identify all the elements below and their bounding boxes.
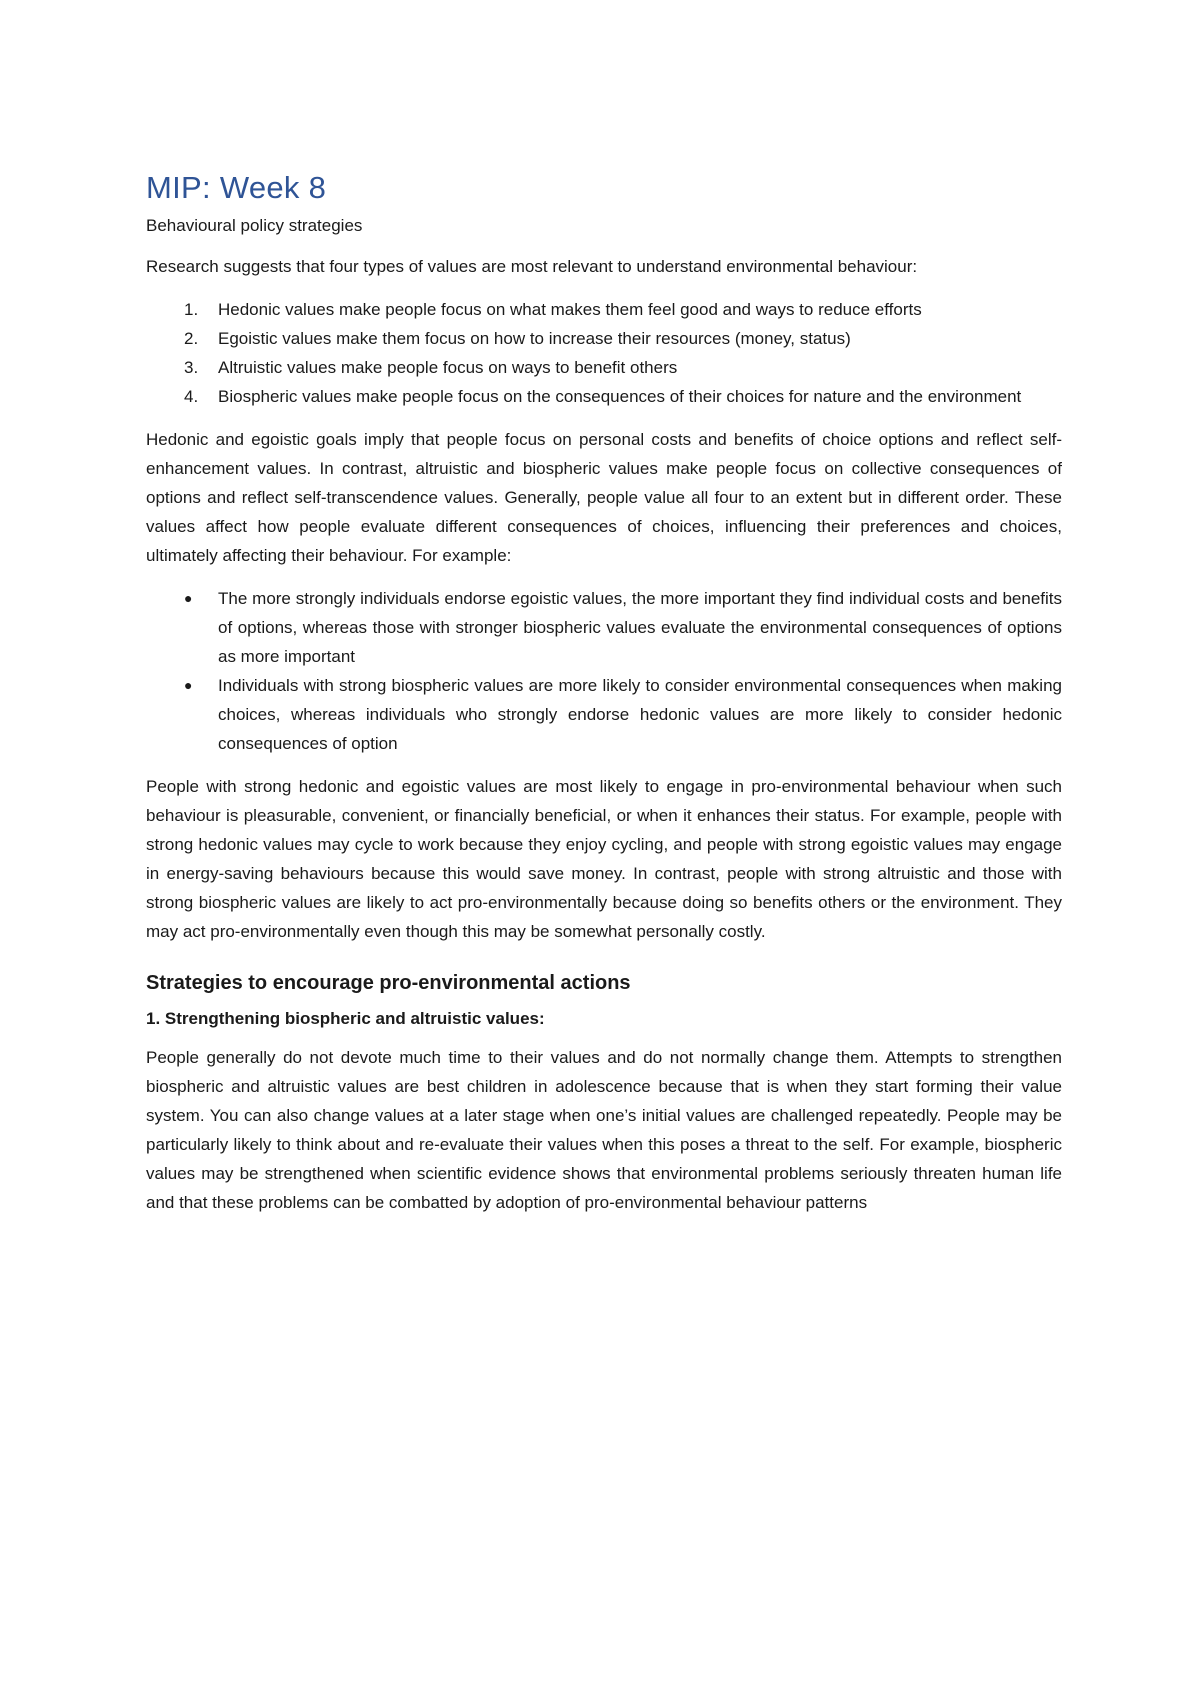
list-item-text: Egoistic values make them focus on how to increase their resources (money, status) [218, 329, 851, 348]
list-number: 2. [184, 329, 199, 348]
list-item [146, 382, 1062, 411]
list-item [146, 584, 1062, 671]
list-item [146, 295, 1062, 324]
list-number: 3. [184, 358, 199, 377]
list-item-text: Hedonic values make people focus on what makes them feel good and ways to reduce efforts [218, 300, 922, 319]
page-title: MIP: Week 8 [146, 170, 327, 205]
list-number: 1. [184, 300, 199, 319]
page-subtitle: Behavioural policy strategies [146, 216, 363, 235]
subsection-heading: 1. Strengthening biospheric and altruistic values: [146, 1009, 545, 1028]
section-heading: Strategies to encourage pro-environmental actions [146, 972, 631, 994]
bullet-icon: ● [184, 677, 193, 693]
examples-list [146, 584, 1062, 758]
list-item-text: Biospheric values make people focus on the consequences of their choices for nature and the environment [218, 387, 1022, 406]
list-item [146, 671, 1062, 758]
goals-paragraph: Hedonic and egoistic goals imply that people focus on personal costs and benefits of choice options and reflect self-enhancement values. In contrast, altruistic and biospheric values make people focus on collective consequences of options and reflect self-transcendence values. Generally, people value all four to an extent but in different order. These values affect how people evaluate different consequences of choices, influencing their preferences and choices, ultimately affecting their behaviour. For example: [146, 430, 1062, 565]
list-item-text: Altruistic values make people focus on ways to benefit others [218, 358, 678, 377]
behaviour-paragraph: People with strong hedonic and egoistic values are most likely to engage in pro-environmental behaviour when such behaviour is pleasurable, convenient, or financially beneficial, or when it enhances their status. For example, people with strong hedonic values may cycle to work because they enjoy cycling, and people with strong egoistic values may engage in energy-saving behaviours because this would save money. In contrast, people with strong altruistic and those with strong biospheric values are likely to act pro-environmentally because doing so benefits others or the environment. They may act pro-environmentally even though this may be somewhat personally costly. [146, 777, 1062, 941]
value-types-list [146, 295, 1062, 411]
list-item [146, 324, 1062, 353]
list-item [146, 353, 1062, 382]
intro-paragraph: Research suggests that four types of values are most relevant to understand environmental behaviour: [146, 257, 918, 276]
values-change-paragraph: People generally do not devote much time to their values and do not normally change them. Attempts to strengthen biospheric and altruistic values are best children in adolescence because that is when they start forming their value system. You can also change values at a later stage when one’s initial values are challenged repeatedly. People may be particularly likely to think about and re-evaluate their values when this poses a threat to the self. For example, biospheric values may be strengthened when scientific evidence shows that environmental problems seriously threaten human life and that these problems can be combatted by adoption of pro-environmental behaviour patterns [146, 1048, 1062, 1212]
list-number: 4. [184, 387, 199, 406]
bullet-icon: ● [184, 590, 193, 606]
list-item-text: The more strongly individuals endorse egoistic values, the more important they find individual costs and benefits of options, whereas those with stronger biospheric values evaluate the environmental consequences of options as more important [218, 589, 1062, 666]
list-item-text: Individuals with strong biospheric values are more likely to consider environmental consequences when making choices, whereas individuals who strongly endorse hedonic values are more likely to consider hedonic consequences of option [218, 676, 1062, 753]
